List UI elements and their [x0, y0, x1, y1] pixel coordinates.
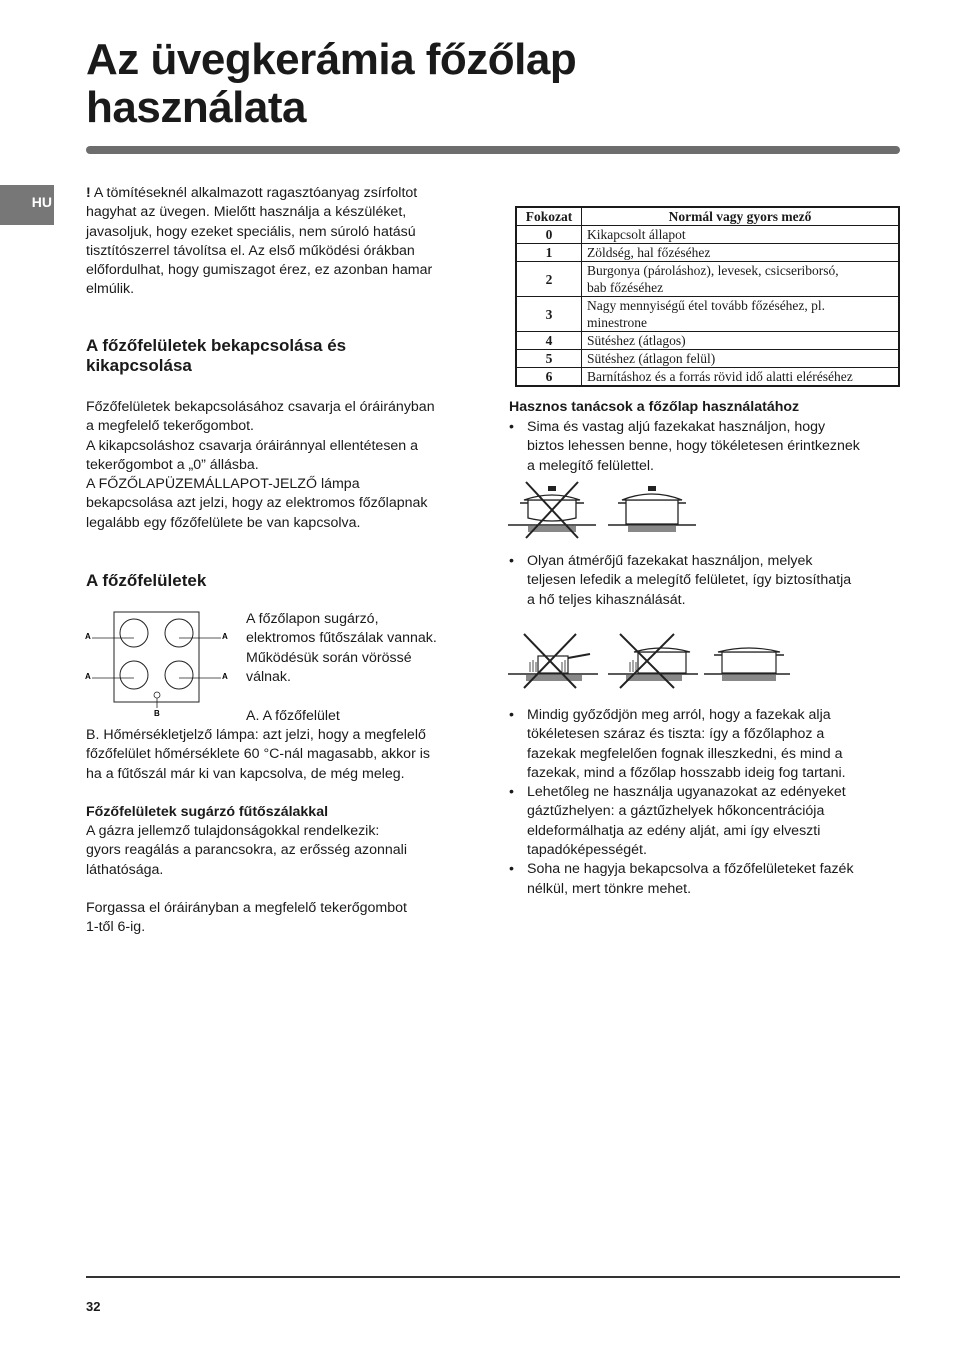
surfaces-side-line: válnak. — [246, 668, 291, 685]
tip-line: fazekak megfelelően fognak illeszkedni, és mind a — [527, 745, 843, 762]
tips-list-3 — [509, 706, 899, 899]
tips-list-2 — [509, 552, 899, 610]
language-tab — [0, 185, 54, 225]
onoff-line: Főzőfelületek bekapcsolásához csavarja el óráirányban — [86, 399, 435, 415]
radiant-line: A gázra jellemző tulajdonságokkal rendelkezik: — [86, 823, 380, 839]
table-cell-level: 2 — [516, 262, 582, 297]
table-header-level: Fokozat — [516, 207, 582, 226]
table-cell-description — [582, 297, 900, 332]
tip-line: Sima és vastag aljú fazekakat használjon, hogy — [527, 419, 826, 435]
page-number: 32 — [86, 1299, 101, 1314]
warped-pot-icon — [508, 482, 596, 538]
onoff-line: A kikapcsoláshoz csavarja óráiránnyal ellentétesen a — [86, 437, 419, 454]
tip-line: biztos lehessen benne, hogy tökéletesen érintkeznek — [527, 438, 860, 455]
hob-diagram — [84, 608, 234, 720]
table-header-zone: Normál vagy gyors mező — [582, 207, 900, 226]
onoff-line: legalább egy főzőfelülete be van kapcsolva. — [86, 514, 361, 531]
diagram-label-a: A — [85, 632, 91, 641]
table-cell-line: minestrone — [587, 315, 647, 330]
table-row — [516, 350, 899, 368]
tip-line: gáztűzhelyen: a gáztűzhelyek hőkoncentrációja — [527, 803, 825, 820]
title-line-1: Az üvegkerámia főzőlap — [86, 35, 577, 84]
table-cell-line: bab főzéséhez — [587, 280, 664, 295]
surfaces-side-text — [246, 610, 466, 687]
legend-b — [86, 726, 476, 784]
table-row — [516, 244, 899, 262]
table-cell-level: 1 — [516, 244, 582, 262]
radiant-heading: Főzőfelületek sugárzó fűtőszálakkal — [86, 804, 329, 820]
bullet: • — [509, 861, 514, 878]
tip-line: teljesen lefedik a melegítő felületet, így biztosíthatja — [527, 572, 852, 589]
legend-a — [246, 707, 340, 726]
surfaces-side-line: A főzőlapon sugárzó, — [246, 611, 379, 627]
onoff-line: A FŐZŐLAPÜZEMÁLLAPOT-JELZŐ lámpa — [86, 476, 360, 493]
legend-b-line: B. Hőmérsékletjelző lámpa: azt jelzi, hogy a megfelelő — [86, 727, 426, 743]
table-row — [516, 368, 899, 387]
onoff-line: tekerőgombot a „0” állásba. — [86, 456, 259, 473]
tip-line: a melegítő felülettel. — [527, 457, 654, 474]
surfaces-side-line: elektromos fűtőszálak vannak. — [246, 630, 437, 647]
tip-line: tapadóképességét. — [527, 842, 647, 859]
tip-item — [509, 860, 899, 899]
table-cell-line: Burgonya (pároláshoz), levesek, csicseriborsó, — [587, 263, 839, 278]
bullet: • — [509, 784, 514, 801]
table-cell-level: 3 — [516, 297, 582, 332]
tip-line: eldeformálhatja az edény alját, ami így elveszti — [527, 822, 821, 839]
tips-list-1 — [509, 418, 899, 476]
tip-line: Soha ne hagyja bekapcsolva a főzőfelületeket fazék — [527, 861, 854, 878]
radiant-line: láthatósága. — [86, 861, 164, 878]
correct-size-pot-icon — [704, 648, 790, 681]
table-cell-level: 5 — [516, 350, 582, 368]
table-cell-description: Kikapcsolt állapot — [582, 226, 900, 244]
tip-item — [509, 552, 899, 610]
warning-mark: ! — [86, 185, 91, 201]
tip-item — [509, 418, 899, 476]
table-cell-description — [582, 262, 900, 297]
legend-b-line: ha a fűtőszál már ki van kapcsolva, de még meleg. — [86, 765, 405, 782]
tip-line: fazekak, mind a főzőlap hosszabb ideig fog tartani. — [527, 764, 846, 781]
table-row — [516, 332, 899, 350]
offcenter-pot-icon — [608, 634, 698, 688]
page-title — [86, 36, 576, 132]
table-row — [516, 226, 899, 244]
intro-line: előfordulhat, hogy gumiszagot érez, ez azonban hamar — [86, 262, 433, 279]
diagram-label-b: B — [154, 709, 160, 718]
intro-line-1 — [86, 184, 476, 203]
intro-line-1-text: A tömítéseknél alkalmazott ragasztóanyag zsírfoltot — [90, 185, 418, 201]
onoff-heading-line: A főzőfelületek bekapcsolása és — [86, 336, 347, 355]
turn-knob-line: Forgassa el óráirányban a megfelelő tekerőgombot — [86, 900, 407, 916]
onoff-heading-line: kikapcsolása — [86, 356, 192, 375]
title-line-2: használata — [86, 83, 306, 132]
tips-heading: Hasznos tanácsok a főzőlap használatához — [509, 399, 800, 415]
bullet: • — [509, 707, 514, 723]
power-level-table — [515, 206, 900, 387]
bullet: • — [509, 553, 514, 569]
tip-line: tökéletesen száraz és tiszta: így a főzőlaphoz a — [527, 726, 825, 743]
turn-knob-text — [86, 899, 476, 938]
legend-a-text: A. A főzőfelület — [246, 708, 340, 724]
radiant-text — [86, 822, 476, 880]
table-cell-level: 4 — [516, 332, 582, 350]
diagram-label-a: A — [222, 632, 228, 641]
tip-item — [509, 706, 899, 783]
intro-line: elmúlik. — [86, 281, 135, 298]
table-cell-description: Sütéshez (átlagos) — [582, 332, 900, 350]
intro-warning — [86, 184, 476, 300]
intro-line: tisztítószerrel távolítsa el. Az első működési órákban — [86, 242, 415, 259]
tip-item — [509, 783, 899, 860]
onoff-text — [86, 398, 476, 533]
surfaces-side-line: Működésük során vörössé — [246, 649, 412, 666]
small-pot-icon — [508, 634, 598, 688]
language-tab-label: HU — [31, 194, 52, 210]
tip-line: nélkül, mert tönkre mehet. — [527, 880, 692, 897]
onoff-line: a megfelelő tekerőgombot. — [86, 418, 254, 435]
pot-size-illustration — [508, 632, 793, 692]
table-row — [516, 262, 899, 297]
turn-knob-line: 1-től 6-ig. — [86, 919, 146, 936]
table-cell-level: 0 — [516, 226, 582, 244]
table-header-row — [516, 207, 899, 226]
tip-line: Olyan átmérőjű fazekakat használjon, melyek — [527, 553, 813, 569]
table-cell-description: Barnításhoz és a forrás rövid idő alatti eléréséhez — [582, 368, 900, 387]
tip-line: a hő teljes kihasználását. — [527, 591, 686, 608]
table-cell-description: Zöldség, hal főzéséhez — [582, 244, 900, 262]
radiant-line: gyors reagálás a parancsokra, az erősség azonnali — [86, 842, 407, 859]
intro-line: javasoljuk, hogy ezeket speciális, nem súroló hatású — [86, 223, 416, 240]
title-rule — [86, 146, 900, 154]
table-cell-line: Nagy mennyiségű étel tovább főzéséhez, pl. — [587, 298, 826, 313]
table-row — [516, 297, 899, 332]
diagram-label-a: A — [222, 672, 228, 681]
legend-b-line: főzőfelület hőmérséklete 60 °C-nál magasabb, akkor is — [86, 746, 430, 763]
onoff-line: bekapcsolása azt jelzi, hogy az elektromos főzőlapnak — [86, 495, 428, 512]
intro-line: hagyhat az üvegen. Mielőtt használja a készüléket, — [86, 204, 407, 221]
onoff-heading — [86, 336, 346, 376]
surfaces-heading — [86, 571, 206, 591]
table-cell-description: Sütéshez (átlagon felül) — [582, 350, 900, 368]
bullet: • — [509, 419, 514, 435]
surfaces-heading-text: A főzőfelületek — [86, 571, 207, 590]
table-cell-level: 6 — [516, 368, 582, 387]
tip-line: Mindig győződjön meg arról, hogy a fazekak alja — [527, 707, 831, 723]
diagram-label-a: A — [85, 672, 91, 681]
footer-rule — [86, 1276, 900, 1278]
flat-pot-icon — [608, 486, 696, 532]
tip-line: Lehetőleg ne használja ugyanazokat az edényeket — [527, 784, 846, 801]
pot-flat-bottom-illustration — [508, 478, 698, 542]
